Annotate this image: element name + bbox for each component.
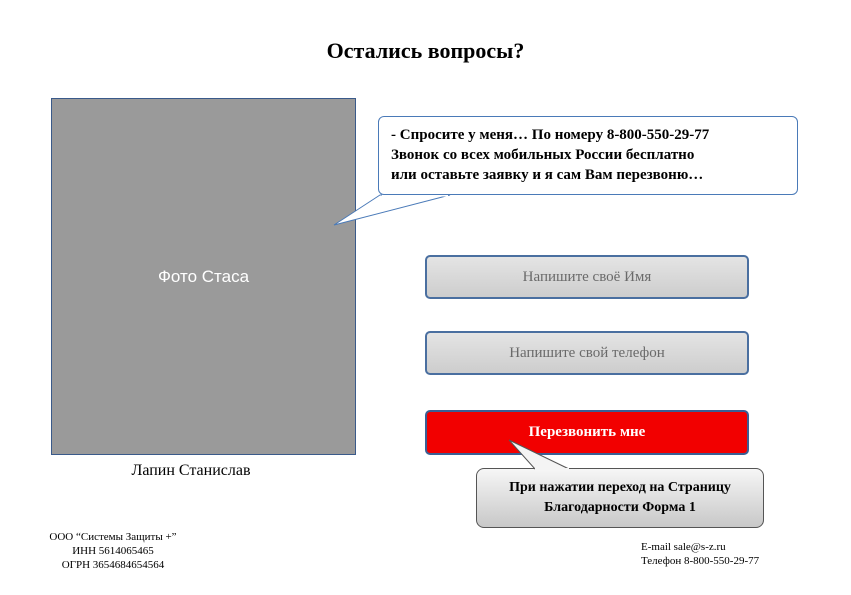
page-title: Остались вопросы?	[326, 38, 525, 63]
photo-placeholder-label: Фото Стаса	[157, 267, 250, 286]
person-name: Лапин Станислав	[131, 462, 251, 479]
speech-bubble-line: - Спросите у меня… По номеру 8-800-550-29-77	[391, 127, 710, 143]
speech-bubble-line: или оставьте заявку и я сам Вам перезвоню…	[391, 167, 704, 183]
callback-note-line: Благодарности Форма 1	[544, 500, 696, 515]
company-inn: ИНН 5614065465	[72, 545, 154, 557]
photo-placeholder	[51, 98, 356, 455]
phone-input[interactable]: Напишите свой телефон	[425, 331, 749, 375]
callback-note	[476, 468, 764, 528]
contact-email: E-mail sale@s-z.ru	[641, 541, 726, 553]
company-name: ООО “Системы Защиты +”	[49, 531, 177, 543]
contact-info	[641, 540, 759, 568]
speech-bubble-tail	[330, 190, 460, 230]
contact-phone: Телефон 8-800-550-29-77	[641, 555, 760, 567]
speech-bubble-line: Звонок со всех мобильных России бесплатно	[391, 147, 695, 163]
callback-note-tail	[505, 438, 575, 473]
speech-bubble	[378, 116, 798, 195]
company-ogrn: ОГРН 3654684654564	[61, 559, 165, 571]
name-input[interactable]: Напишите своё Имя	[425, 255, 749, 299]
company-info	[38, 530, 188, 572]
callback-button[interactable]: Перезвонить мне	[425, 410, 749, 455]
callback-note-line: При нажатии переход на Страницу	[509, 480, 731, 495]
